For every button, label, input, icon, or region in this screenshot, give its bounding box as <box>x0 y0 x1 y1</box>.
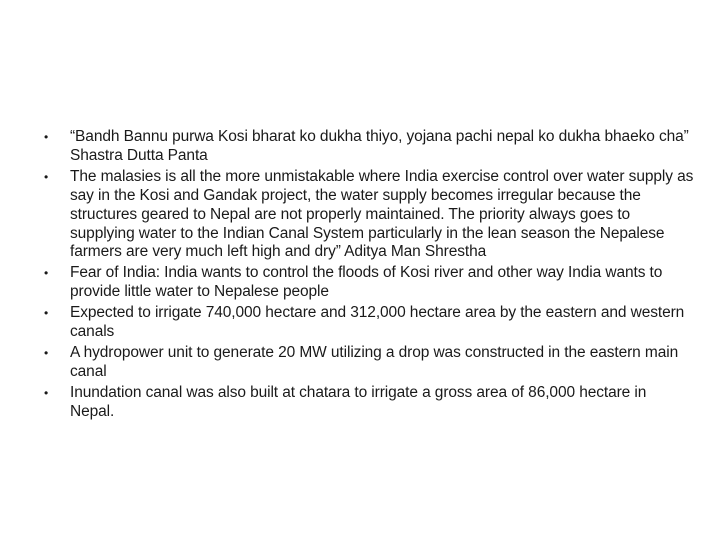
bullet-text: The malasies is all the more unmistakable where India exercise control over water supply as say in the Kosi and Gandak project, the water supply becomes irregular because the structures geared to Nepal are not properly maintained. The priority always goes to supplying water to the Indian Canal System particularly in the lean season the Nepalese farmers are very much left high and dry” Aditya Man Shrestha <box>70 167 694 261</box>
bullet-text: “Bandh Bannu purwa Kosi bharat ko dukha thiyo, yojana pachi nepal ko dukha bhaeko cha” Shastra Dutta Panta <box>70 128 689 164</box>
bullet-item <box>44 344 694 382</box>
bullet-dot-icon: • <box>44 345 49 360</box>
bullet-text: Expected to irrigate 740,000 hectare and 312,000 hectare area by the eastern and western canals <box>70 304 685 341</box>
bullet-text: Fear of India: India wants to control the floods of Kosi river and other way India wants to provide little water to Nepalese people <box>70 264 663 301</box>
bullet-item <box>44 304 694 342</box>
bullet-dot-icon: • <box>44 306 49 321</box>
bullet-dot-icon: • <box>44 385 49 400</box>
bullet-item <box>44 168 694 263</box>
bullet-item <box>44 264 694 302</box>
bullet-text: A hydropower unit to generate 20 MW utilizing a drop was constructed in the eastern main canal <box>70 343 679 380</box>
bullet-dot-icon: • <box>44 169 49 184</box>
bullet-dot-icon: • <box>44 130 49 144</box>
bullet-item <box>44 384 694 422</box>
bullet-dot-icon: • <box>44 266 49 281</box>
bullet-item <box>44 128 694 166</box>
bullet-text: Inundation canal was also built at chatara to irrigate a gross area of 86,000 hectare in Nepal. <box>70 383 647 420</box>
bullet-list <box>44 128 694 424</box>
